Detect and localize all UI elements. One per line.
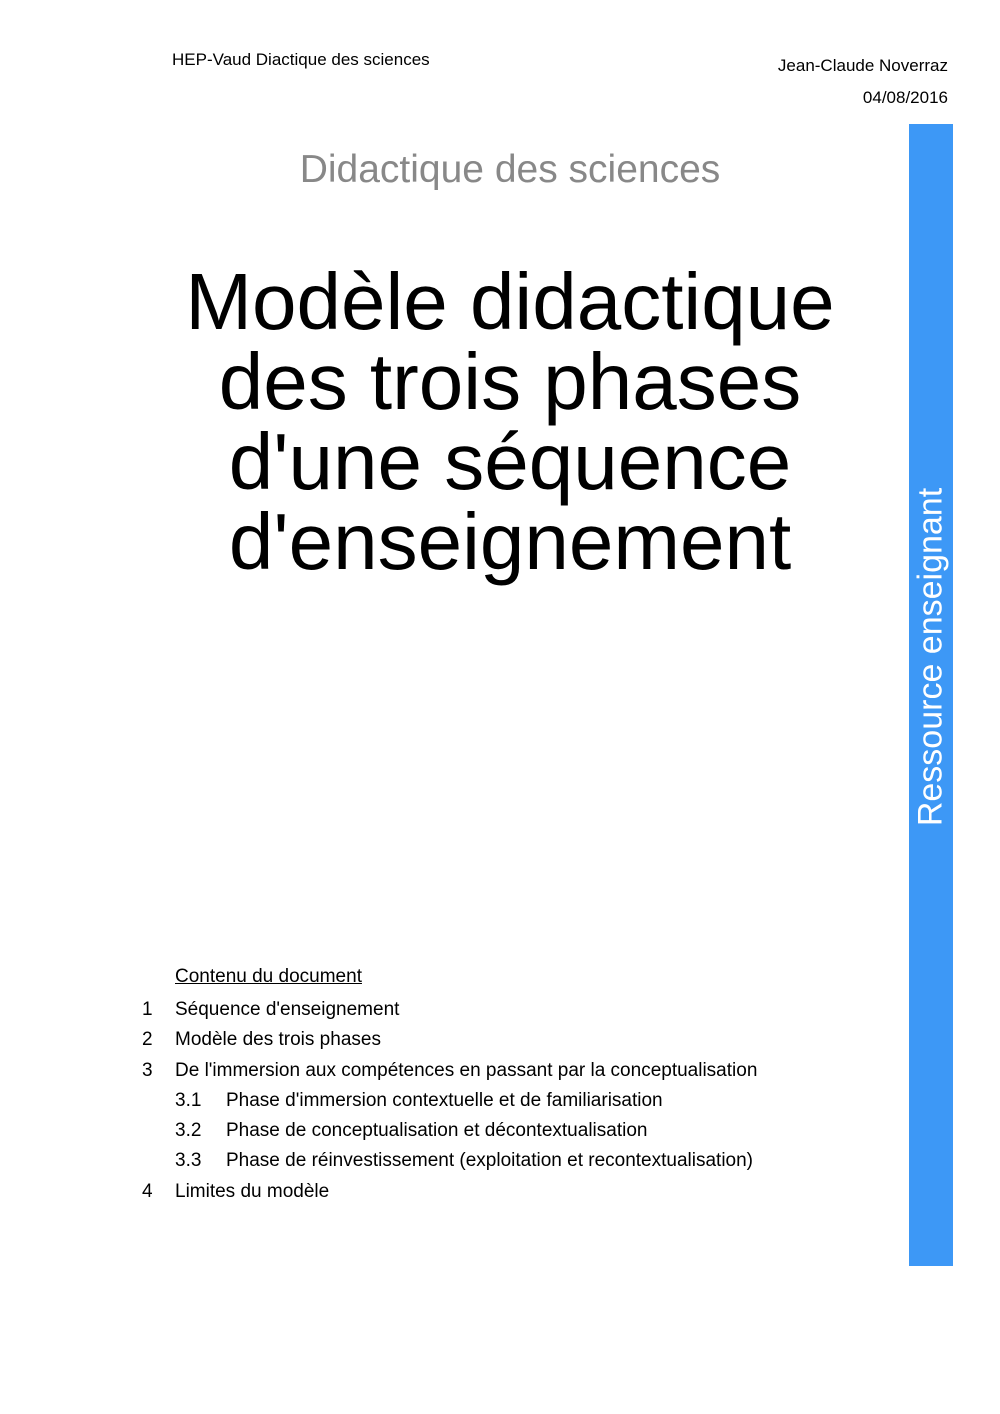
toc-item-number: 4 [142, 1180, 153, 1202]
header-institution: HEP-Vaud Diactique des sciences [172, 50, 430, 69]
title-line: Modèle didactique [185, 257, 835, 346]
toc-title: Contenu du document [175, 966, 362, 987]
table-of-contents [142, 962, 757, 1207]
toc-item-number: 3.2 [175, 1120, 202, 1142]
header-meta [778, 50, 948, 114]
toc-item-label: Modèle des trois phases [175, 1029, 381, 1051]
toc-item-label: Phase de conceptualisation et décontextualisation [226, 1120, 648, 1142]
document-title [100, 257, 920, 586]
toc-subitem [175, 1086, 757, 1116]
header-date: 04/08/2016 [862, 88, 948, 107]
side-label: Ressource enseignant [911, 487, 950, 827]
toc-item-number: 3.3 [175, 1150, 202, 1172]
toc-item-label: Limites du modèle [175, 1180, 330, 1202]
toc-item-label: Séquence d'enseignement [175, 999, 400, 1020]
toc-item-number: 3.1 [175, 1089, 202, 1111]
title-line: d'une séquence [228, 417, 792, 506]
toc-item-label: Phase d'immersion contextuelle et de familiarisation [226, 1089, 663, 1111]
document-subtitle: Didactique des sciences [299, 148, 721, 191]
toc-subitem [175, 1146, 757, 1176]
toc-item-number: 1 [142, 999, 153, 1020]
toc-item [142, 1177, 757, 1207]
header-author: Jean-Claude Noverraz [777, 56, 948, 75]
title-line: des trois phases [218, 337, 802, 426]
toc-item-label: Phase de réinvestissement (exploitation et recontextualisation) [226, 1150, 754, 1172]
title-line: d'enseignement [228, 497, 792, 586]
toc-item [142, 995, 757, 1025]
toc-item [142, 1056, 757, 1086]
side-band [909, 124, 953, 1266]
toc-subitem [175, 1116, 757, 1146]
toc-item [142, 1025, 757, 1055]
toc-item-number: 2 [142, 1029, 153, 1051]
toc-item-number: 3 [142, 1059, 153, 1081]
toc-item-label: De l'immersion aux compétences en passant par la conceptualisation [175, 1059, 758, 1081]
